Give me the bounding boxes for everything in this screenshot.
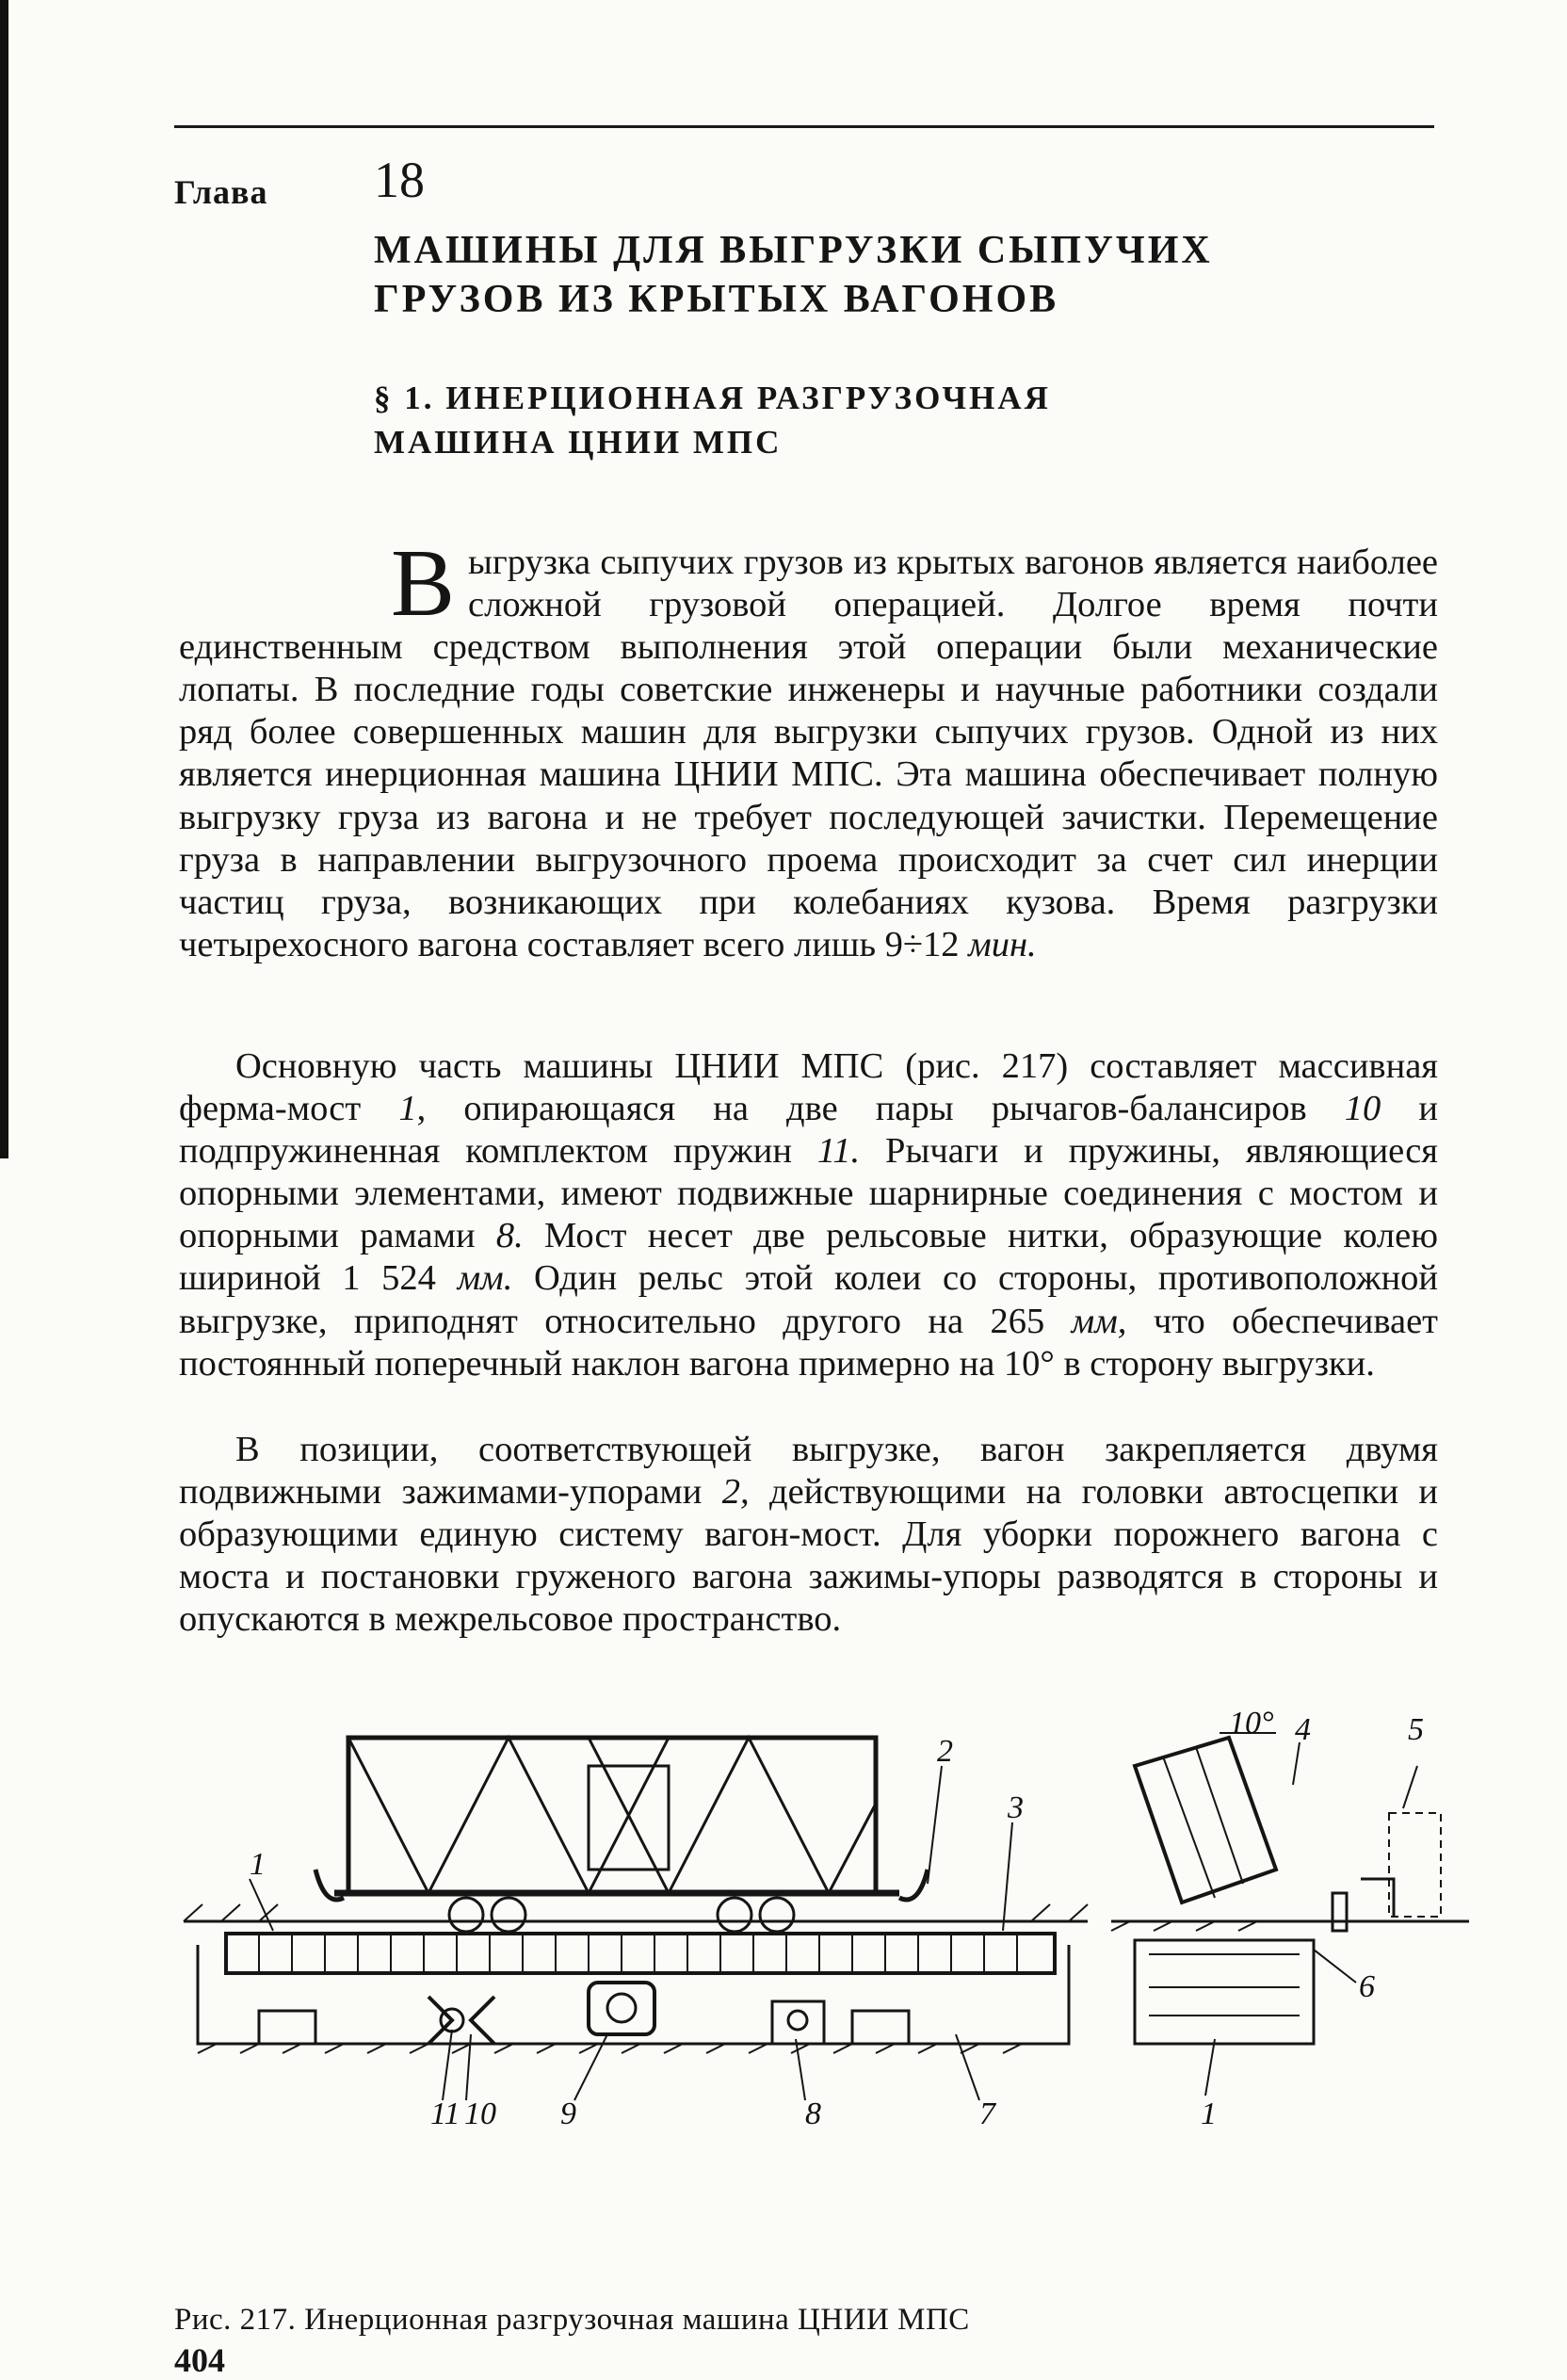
side-view	[184, 1738, 1088, 2100]
unit-text: мин.	[968, 924, 1037, 964]
bridge-truss	[226, 1934, 1055, 1973]
figure-reference: 11.	[816, 1131, 861, 1172]
balancer-levers	[428, 1997, 494, 2044]
machine-drawing	[184, 1706, 1469, 2303]
paragraph-text: Рычаги и пружины, являющиеся опорными элементами, имеют подвижные шарнирные соединения с мостом и опорными рамами	[179, 1131, 1439, 1256]
unit-text: мм,	[1071, 1301, 1127, 1341]
pivot	[788, 2011, 807, 2030]
cs-leader-lines	[1205, 1733, 1417, 2096]
page-number: 404	[174, 2341, 225, 2379]
paragraph-text: что обеспечивает постоянный поперечный наклон вагона примерно на 10° в сторону выгрузки.	[179, 1301, 1438, 1384]
label-9: 9	[560, 2097, 576, 2131]
label-7: 7	[979, 2097, 995, 2131]
label-10: 10	[464, 2097, 496, 2131]
chapter-title-line: МАШИНЫ ДЛЯ ВЫГРУЗКИ СЫПУЧИХ	[374, 229, 1213, 272]
paragraph-text: Основную часть машины ЦНИИ МПС (рис. 217) составляет массивная ферма-мост	[179, 1046, 1438, 1129]
figure-caption: Рис. 217. Инерционная разгрузочная машина ЦНИИ МПС	[174, 2303, 970, 2337]
label-6: 6	[1359, 1969, 1375, 2004]
figure-reference: 1	[398, 1089, 417, 1129]
support-frames	[259, 2011, 909, 2044]
wheel	[718, 1898, 751, 1932]
figure-reference: 10	[1344, 1089, 1381, 1129]
figure-reference: 8.	[495, 1216, 524, 1256]
label-2: 2	[937, 1734, 953, 1769]
unload-chute	[1333, 1893, 1347, 1931]
wheel	[492, 1898, 525, 1932]
tilted-wagon	[1135, 1738, 1276, 1902]
drop-cap: В	[391, 530, 456, 637]
section-title-line: МАШИНА ЦНИИ МПС	[374, 424, 783, 461]
figure-reference: 2,	[721, 1472, 750, 1513]
receiving-bin	[1389, 1813, 1441, 1917]
paragraph-text: В позиции, соответствующей выгрузке, вагон закрепляется двумя подвижными зажимами-упорами	[179, 1430, 1438, 1513]
paragraph-1	[179, 530, 1438, 966]
wagon-ribs	[1163, 1747, 1243, 1898]
paragraph-text: ыгрузка сыпучих грузов из крытых вагонов является наиболее сложной грузовой операцией. Долгое время почти единственным средством выполнения этой операции были механические лопаты. В последние годы советские инженеры и научные работники создали ряд более совершенных машин для выгрузки сыпучих грузов. Одной из них является инерционная машина ЦНИИ МПС. Эта машина обеспечивает полную выгрузку груза из вагона и не требует последующей зачистки. Перемещение груза в направлении выгрузочного проема происходит за счет сил инерции частиц груза, возникающих при колебаниях кузова. Время разгрузки четырехосного вагона составляет всего лишь 9÷12	[179, 542, 1438, 964]
bridge-verticals	[259, 1934, 1017, 1973]
label-8: 8	[805, 2097, 821, 2131]
label-4: 4	[1295, 1712, 1311, 1747]
wheel	[760, 1898, 794, 1932]
wheel	[449, 1898, 483, 1932]
chapter-number: 18	[374, 152, 425, 208]
label-1-section: 1	[1201, 2097, 1217, 2131]
label-1: 1	[250, 1847, 266, 1882]
header-rule	[174, 125, 1434, 128]
support-frame-8	[772, 2001, 824, 2044]
cs-pit	[1135, 1940, 1314, 2044]
vibrator-disc	[607, 1994, 636, 2022]
scan-edge-shadow	[0, 0, 8, 1158]
cs-bridge	[1149, 1954, 1300, 2016]
label-11: 11	[430, 2097, 460, 2131]
paragraph-text: , опирающаяся на две пары рычагов-балансиров	[416, 1089, 1307, 1129]
vibrator-unit	[589, 1983, 654, 2034]
chapter-title-line: ГРУЗОВ ИЗ КРЫТЫХ ВАГОНОВ	[374, 278, 1059, 321]
paragraph-text: действующими на головки автосцепки и образующими единую систему вагон-мост. Для уборки порожнего вагона с моста и постановки груженого вагона зажимы-упоры разводятся в стороны и опускаются в межрельсовое пространство.	[179, 1472, 1439, 1640]
angle-label: 10°	[1229, 1706, 1274, 1740]
section-title-line: § 1. ИНЕРЦИОННАЯ РАЗГРУЗОЧНАЯ	[374, 380, 1051, 416]
section-title	[374, 376, 1316, 464]
label-5: 5	[1408, 1712, 1424, 1747]
chapter-title	[374, 226, 1316, 324]
paragraph-text: Мост несет две рельсовые нитки, образующие колею шириной 1 524	[179, 1216, 1438, 1299]
chapter-label: Глава	[174, 173, 268, 211]
paragraph-2	[179, 1045, 1438, 1385]
paragraph-text: Один рельс этой колеи со стороны, противоположной выгрузке, приподнят относительно другого на 265	[179, 1258, 1439, 1341]
cross-section	[1111, 1733, 1469, 2096]
paragraph-3	[179, 1429, 1438, 1641]
unit-text: мм.	[457, 1258, 513, 1299]
paragraph-text: и подпружиненная комплектом пружин	[179, 1089, 1439, 1172]
label-3: 3	[1008, 1790, 1024, 1825]
ground-hatch	[184, 1904, 1088, 1921]
figure-217	[184, 1706, 1469, 2303]
pit-outline	[198, 1945, 1069, 2044]
